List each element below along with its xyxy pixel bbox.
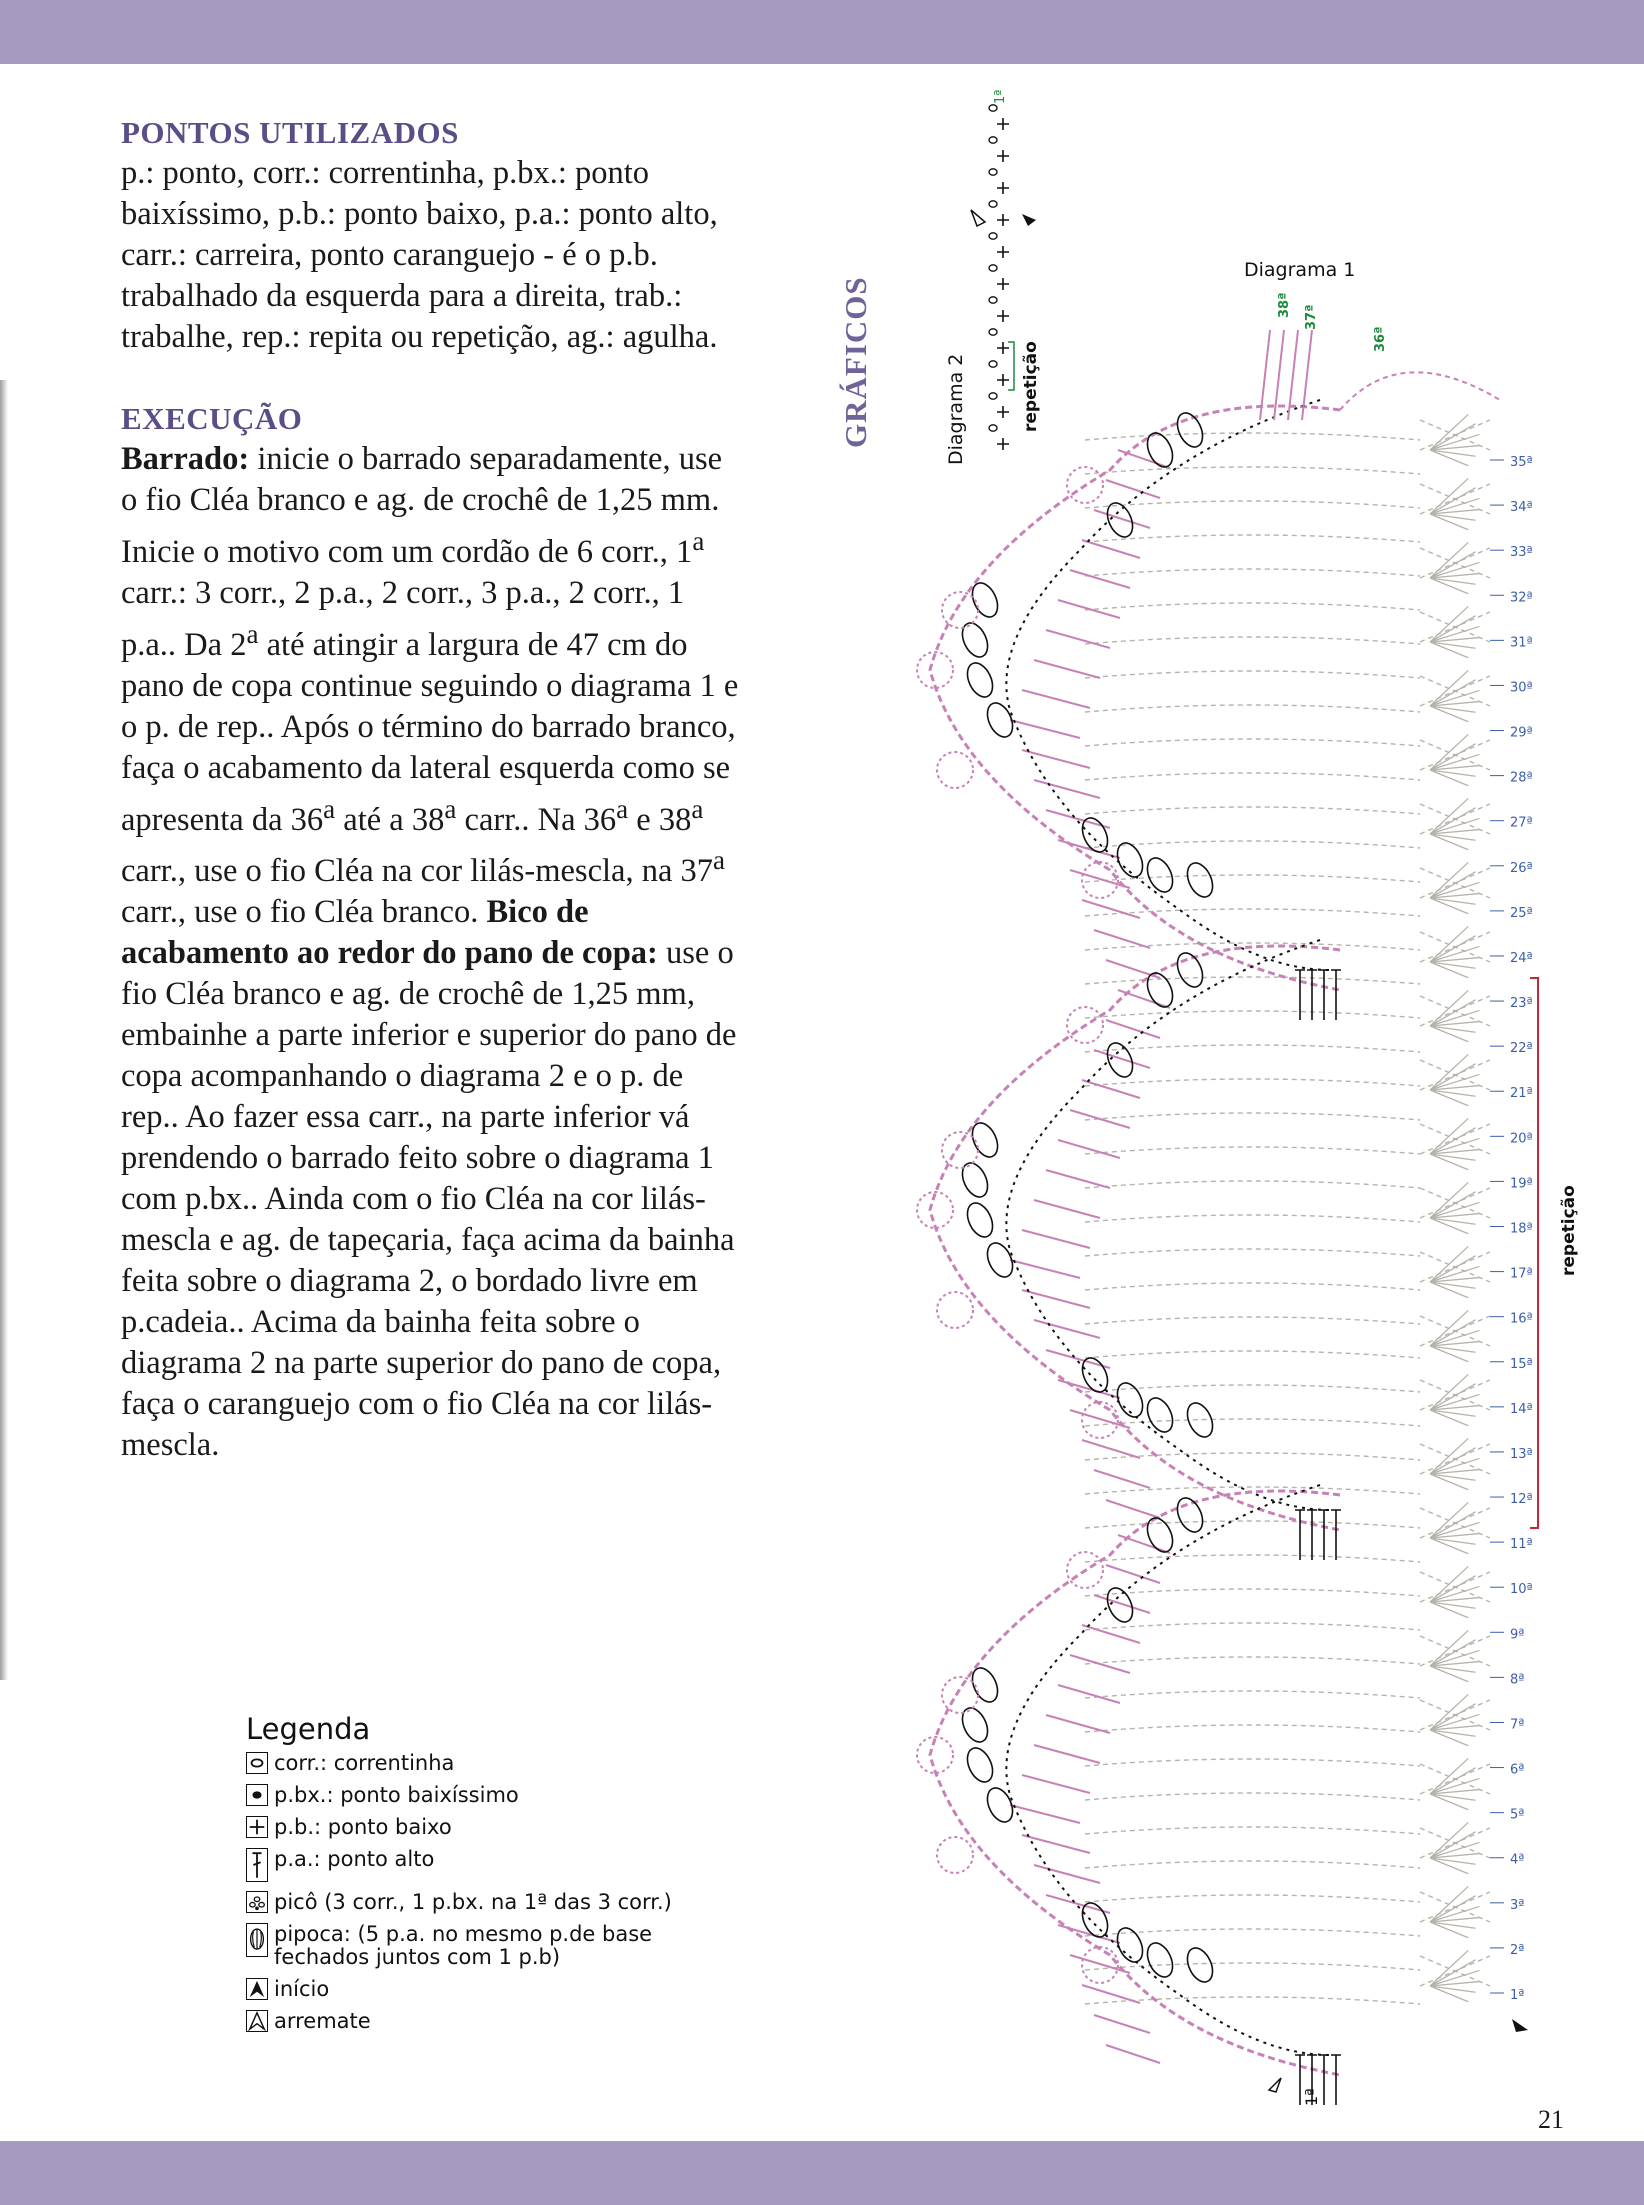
- row-number-label: 17ª: [1510, 1266, 1533, 1282]
- picot-shell: [942, 1677, 978, 1713]
- legend-item: corr.: correntinha: [246, 1752, 672, 1775]
- popcorn-stitch: [962, 659, 997, 701]
- edge-fan: [1430, 1246, 1480, 1297]
- row-number-label: 8ª: [1510, 1672, 1525, 1688]
- single-crochet-stitch: [997, 182, 1009, 194]
- row-number-label: 13ª: [1510, 1446, 1533, 1462]
- row-number-label: 26ª: [1510, 860, 1533, 876]
- popcorn-stitch: [967, 1119, 1002, 1161]
- edge-fan: [1430, 1886, 1480, 1937]
- row-number-label: 20ª: [1510, 1131, 1533, 1147]
- diagram2-repeat-bracket: [1008, 342, 1014, 390]
- legend-item: picô (3 corr., 1 p.bx. na 1ª das 3 corr.): [246, 1891, 672, 1914]
- single-crochet-stitch: [997, 246, 1009, 258]
- chain-stitch: [989, 201, 997, 207]
- chain-arc: [1006, 400, 1330, 970]
- popcorn-stitch: [982, 1239, 1017, 1281]
- lilac-spokes: [1010, 450, 1170, 978]
- row-number-label: 35ª: [1510, 455, 1533, 470]
- edge-fan: [1430, 1182, 1480, 1233]
- chain-stitch: [989, 297, 997, 303]
- popcorn-stitch: [982, 1784, 1017, 1826]
- barrado-label: Barrado:: [121, 441, 250, 477]
- edge-fan: [1430, 1502, 1480, 1553]
- picot-shell: [937, 1837, 973, 1873]
- row-number-label: 28ª: [1510, 770, 1533, 786]
- chain-stitch: [989, 169, 997, 175]
- stitches-text: p.: ponto, corr.: correntinha, p.bx.: ponto baixíssimo, p.b.: ponto baixo, p.a.: ponto alto, carr.: carreira, ponto caranguejo - é o p.b. trabalhado da esquerda para a direita, trab.: trabalhe, rep.: repita ou repetição, ag.: agulha.: [121, 155, 718, 355]
- edge-fan: [1430, 1438, 1480, 1489]
- slip-stitch-icon: [246, 1784, 268, 1806]
- edge-finishing-arc: [1340, 372, 1500, 410]
- chain-arc: [1006, 940, 1330, 1510]
- edge-fan: [1430, 478, 1480, 529]
- row-number-label: 11ª: [1510, 1537, 1533, 1553]
- edge-fan: [1430, 862, 1480, 913]
- edge-fan: [1430, 798, 1480, 849]
- lilac-scallop-edge: [930, 946, 1340, 1530]
- popcorn-stitch: [1112, 1379, 1147, 1421]
- edge-fan: [1430, 1566, 1480, 1617]
- single-crochet-stitch: [997, 150, 1009, 162]
- edge-fan: [1430, 990, 1480, 1041]
- mesh-rows: [1085, 420, 1490, 2004]
- page-fold-shadow: [0, 380, 8, 1680]
- row-number-label: 12ª: [1510, 1492, 1533, 1508]
- popcorn-stitch: [1142, 1939, 1177, 1981]
- row-number-label: 2ª: [1510, 1942, 1525, 1958]
- row-number-label: 19ª: [1510, 1176, 1533, 1192]
- legend-title: Legenda: [246, 1712, 371, 1746]
- lilac-scallop-edge: [930, 1491, 1340, 2075]
- row-number-label: 25ª: [1510, 905, 1533, 921]
- lilac-scallop-edge: [930, 406, 1340, 990]
- popcorn-stitch: [982, 699, 1017, 741]
- edge-fan: [1430, 1758, 1480, 1809]
- row-number-label: 24ª: [1510, 950, 1533, 966]
- lilac-spokes: [1010, 990, 1170, 1518]
- lilac-spokes: [1010, 1535, 1170, 2063]
- chain-stitch-icon: [246, 1752, 268, 1774]
- graphics-title: GRÁFICOS: [838, 276, 873, 448]
- chain-stitch: [989, 233, 997, 239]
- popcorn-stitch: [1102, 1584, 1137, 1626]
- popcorn-stitch: [1182, 1399, 1217, 1441]
- diagram2-first-row: 1ª: [993, 89, 1008, 104]
- chain-arc: [1006, 1485, 1330, 2055]
- top-color-band: [0, 0, 1644, 64]
- edge-row-numbers: [1277, 293, 1388, 352]
- row-number-label: 4ª: [1510, 1852, 1525, 1868]
- row-number-label: 21ª: [1510, 1086, 1533, 1102]
- row-numbers: [1490, 455, 1533, 2003]
- chain-stitch: [989, 137, 997, 143]
- popcorn-stitch: [967, 1664, 1002, 1706]
- popcorn-stitch: [1102, 1039, 1137, 1081]
- chain-stitch: [989, 393, 997, 399]
- picot-shell: [937, 1292, 973, 1328]
- execution-heading: EXECUÇÃO: [121, 401, 303, 436]
- diagram2-label: Diagrama 2: [945, 353, 967, 465]
- edge-row-label: 36ª: [1373, 326, 1388, 352]
- popcorn-icon: [246, 1923, 268, 1957]
- edge-fan: [1430, 1950, 1480, 2001]
- diagram1-fabric: [917, 330, 1500, 2105]
- row-number-label: 16ª: [1510, 1311, 1533, 1327]
- edge-fan: [1430, 1822, 1480, 1873]
- row-number-label: 14ª: [1510, 1401, 1533, 1417]
- chain-stitch: [989, 361, 997, 367]
- repeat-label: repetição: [1559, 1185, 1579, 1276]
- popcorn-stitch: [957, 1704, 992, 1746]
- single-crochet-stitch: [997, 374, 1009, 386]
- crochet-chart-svg: [900, 80, 1600, 2120]
- edge-fan: [1430, 1630, 1480, 1681]
- chain-stitch: [989, 425, 997, 431]
- row-number-label: 34ª: [1510, 500, 1533, 516]
- diagram2-column: [989, 105, 1009, 450]
- legend: [246, 1712, 672, 2042]
- double-crochet-group: [1295, 1510, 1341, 1560]
- legend-item: arremate: [246, 2010, 672, 2033]
- row-number-label: 23ª: [1510, 996, 1533, 1012]
- edge-fan: [1430, 670, 1480, 721]
- picot-shell: [942, 1132, 978, 1168]
- diagram2-repeat-label: repetição: [1021, 341, 1041, 432]
- start-arrow-icon: [1512, 2019, 1528, 2032]
- legend-item: p.bx.: ponto baixíssimo: [246, 1784, 672, 1807]
- chain-stitch: [989, 265, 997, 271]
- finish-arrow-icon: [1269, 2078, 1281, 2092]
- diagram1-label: Diagrama 1: [1244, 259, 1356, 281]
- single-crochet-icon: [246, 1816, 268, 1838]
- popcorn-stitch: [1112, 1924, 1147, 1966]
- popcorn-stitch: [967, 579, 1002, 621]
- popcorn-stitch: [1142, 1394, 1177, 1436]
- edge-fan: [1430, 926, 1480, 977]
- bico-label: Bico de acabamento ao redor do pano de copa:: [121, 894, 658, 972]
- crochet-chart: [900, 80, 1600, 2124]
- legend-item: p.b.: ponto baixo: [246, 1816, 672, 1839]
- row-number-label: 5ª: [1510, 1807, 1525, 1823]
- popcorn-stitch: [962, 1744, 997, 1786]
- picot-shell: [942, 592, 978, 628]
- single-crochet-stitch: [997, 342, 1009, 354]
- page-number: 21: [1538, 2105, 1564, 2134]
- popcorn-stitch: [1182, 1944, 1217, 1986]
- picot-shell: [937, 752, 973, 788]
- picot-icon: [246, 1891, 268, 1913]
- row-number-label: 15ª: [1510, 1356, 1533, 1372]
- diagram2-start-icon: [1022, 214, 1036, 226]
- diagram2-row-mark: 1ª: [1302, 2088, 1321, 2106]
- row-number-label: 31ª: [1510, 635, 1533, 651]
- finish-icon: [246, 2010, 268, 2032]
- stitches-heading: PONTOS UTILIZADOS: [121, 115, 459, 150]
- single-crochet-stitch: [997, 310, 1009, 322]
- edge-fan: [1430, 1694, 1480, 1745]
- row-number-label: 30ª: [1510, 680, 1533, 696]
- row-number-label: 22ª: [1510, 1041, 1533, 1057]
- row-number-label: 18ª: [1510, 1221, 1533, 1237]
- row-number-label: 1ª: [1510, 1988, 1525, 2003]
- edge-fan: [1430, 1310, 1480, 1361]
- popcorn-stitch: [1102, 499, 1137, 541]
- edge-fan: [1430, 1054, 1480, 1105]
- row-number-label: 33ª: [1510, 545, 1533, 561]
- edge-row-label: 37ª: [1304, 304, 1319, 330]
- diagram2-finish-icon: [971, 210, 985, 226]
- start-icon: [246, 1978, 268, 2000]
- execution-text: Barrado: inicie o barrado separadamente, use o fio Cléa branco e ag. de crochê de 1,25 mm. Inicie o motivo com um cordão de 6 corr., 1$^a$ carr.: 3 corr., 2 p.a., 2 corr., 3 p.a., 2 corr., 1 p.a.. Da 2$^a$ até atingir a largura de 47 cm do pano de copa continue seguindo o diagrama 1 e o p. de rep.. Após o término do barrado branco, faça o acabamento da lateral esquerda como se apresenta da 36$^a$ até a 38$^a$ carr.. Na 36$^a$ e 38$^a$ carr., use o fio Cléa na cor lilás-mescla, na 37$^a$ carr., use o fio Cléa branco. Bico de acabamento ao redor do pano de copa: use o fio Cléa branco e ag. de crochê de 1,25 mm, embainhe a parte inferior e superior do pano de copa acompanhando o diagrama 2 e o p. de rep.. Ao fazer essa carr., na parte inferior vá prendendo o barrado feito sobre o diagrama 1 com p.bx.. Ainda com o fio Cléa na cor lilás-mescla e ag. de tapeçaria, faça acima da bainha feita sobre o diagrama 2, o bordado livre em p.cadeia.. Acima da bainha feita sobre o diagrama 2 na parte superior do pano de copa, faça o caranguejo com o fio Cléa na cor lilás-mescla.: [121, 441, 739, 1464]
- repeat-bracket: [1530, 978, 1538, 1528]
- popcorn-stitch: [1182, 859, 1217, 901]
- edge-fan: [1430, 734, 1480, 785]
- legend-item: p.a.: ponto alto: [246, 1848, 672, 1882]
- edge-fan: [1430, 414, 1480, 465]
- edge-fan: [1430, 1118, 1480, 1169]
- legend-item: início: [246, 1978, 672, 2001]
- instructions-column: [121, 112, 741, 1466]
- popcorn-stitch: [957, 1159, 992, 1201]
- row-number-label: 6ª: [1510, 1762, 1525, 1778]
- row-number-label: 7ª: [1510, 1717, 1525, 1733]
- single-crochet-stitch: [997, 406, 1009, 418]
- row-number-label: 10ª: [1510, 1582, 1533, 1598]
- edge-row-label: 38ª: [1277, 292, 1292, 318]
- single-crochet-stitch: [997, 438, 1009, 450]
- edge-fan: [1430, 1374, 1480, 1425]
- legend-item: pipoca: (5 p.a. no mesmo p.de base fechados juntos com 1 p.b): [246, 1923, 672, 1969]
- row-number-label: 9ª: [1510, 1627, 1525, 1643]
- popcorn-stitch: [962, 1199, 997, 1241]
- popcorn-stitch: [957, 619, 992, 661]
- row-number-label: 32ª: [1510, 590, 1533, 606]
- single-crochet-stitch: [997, 214, 1009, 226]
- row-number-label: 29ª: [1510, 725, 1533, 741]
- row-number-label: 3ª: [1510, 1897, 1525, 1913]
- edge-fan: [1430, 542, 1480, 593]
- chain-stitch: [989, 105, 997, 111]
- edge-fan: [1430, 606, 1480, 657]
- bottom-color-band: [0, 2141, 1644, 2205]
- single-crochet-stitch: [997, 278, 1009, 290]
- popcorn-stitch: [1142, 854, 1177, 896]
- row-number-label: 27ª: [1510, 815, 1533, 831]
- chain-stitch: [989, 329, 997, 335]
- double-crochet-icon: [246, 1848, 268, 1882]
- single-crochet-stitch: [997, 118, 1009, 130]
